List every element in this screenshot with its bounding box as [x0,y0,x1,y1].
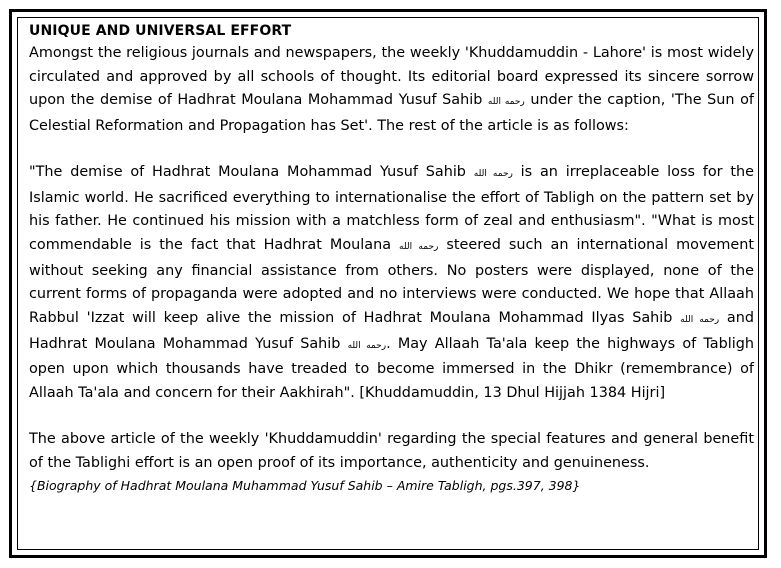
quote-text-part-1: "The demise of Hadhrat Moulana Mohammad Yusuf Sahib [29,163,474,180]
honorific-arabic: رحمه الله [487,97,525,108]
citation-reference: {Biography of Hadhrat Moulana Muhammad Yusuf Sahib – Amire Tabligh, pgs.397, 398} [29,478,581,494]
paragraph-conclusion: The above article of the weekly 'Khuddamuddin' regarding the special features and general benefit of the Tablighi effort is an open proof of its importance, authenticity and genuineness. [29,430,754,471]
intro-text-part-1: Amongst the religious journals and newspapers, the weekly 'Khuddamuddin - Lahore' is most widely circulated and approved by all schools of thought. Its editorial board expressed its sincere sorrow upon the demise of Hadhrat Moulana Mohammad Yusuf Sahib [29,45,754,109]
quote-text-part-2: is an irreplaceable loss for the Islamic world. He sacrificed everything to internationalise the effort of Tabligh on the pattern set by his father. He continued his mission with a matchless form of zeal and enthusiasm". "What is most commendable is the fact that Hadhrat Moulana [29,163,754,253]
paragraph-intro [29,42,754,139]
intro-text-part-2: under the caption, 'The Sun of Celestial Reformation and Propagation has Set'. The rest of the article is as follows: [29,92,754,135]
quote-text-part-5: . May Allaah Ta'ala keep the highways of Tabligh open upon which thousands have treaded to become immersed in the Dhikr (remembrance) of Allaah Ta'ala and concern for their Aakhirah". [Khuddamuddin, 13 Dhul Hijjah 1384 Hijri] [29,335,755,402]
honorific-arabic: رحمه الله [399,241,439,252]
honorific-arabic: رحمه الله [473,168,513,179]
article-heading: UNIQUE AND UNIVERSAL EFFORT [29,23,292,39]
quote-text-part-3: steered such an international movement without seeking any financial assistance from others. No posters were displayed, none of the current forms of propaganda were adopted and no interviews were conducted. We hope that Allaah Rabbul 'Izzat will keep alive the mission of Hadhrat Moulana Mohammad Ilyas Sahib [29,236,754,327]
paragraph-quote [29,161,754,406]
quote-text-part-4: and Hadhrat Moulana Mohammad Yusuf Sahib [29,310,754,352]
article-body [29,20,754,497]
honorific-arabic: رحمه الله [680,315,720,326]
honorific-arabic: رحمه الله [347,340,387,351]
